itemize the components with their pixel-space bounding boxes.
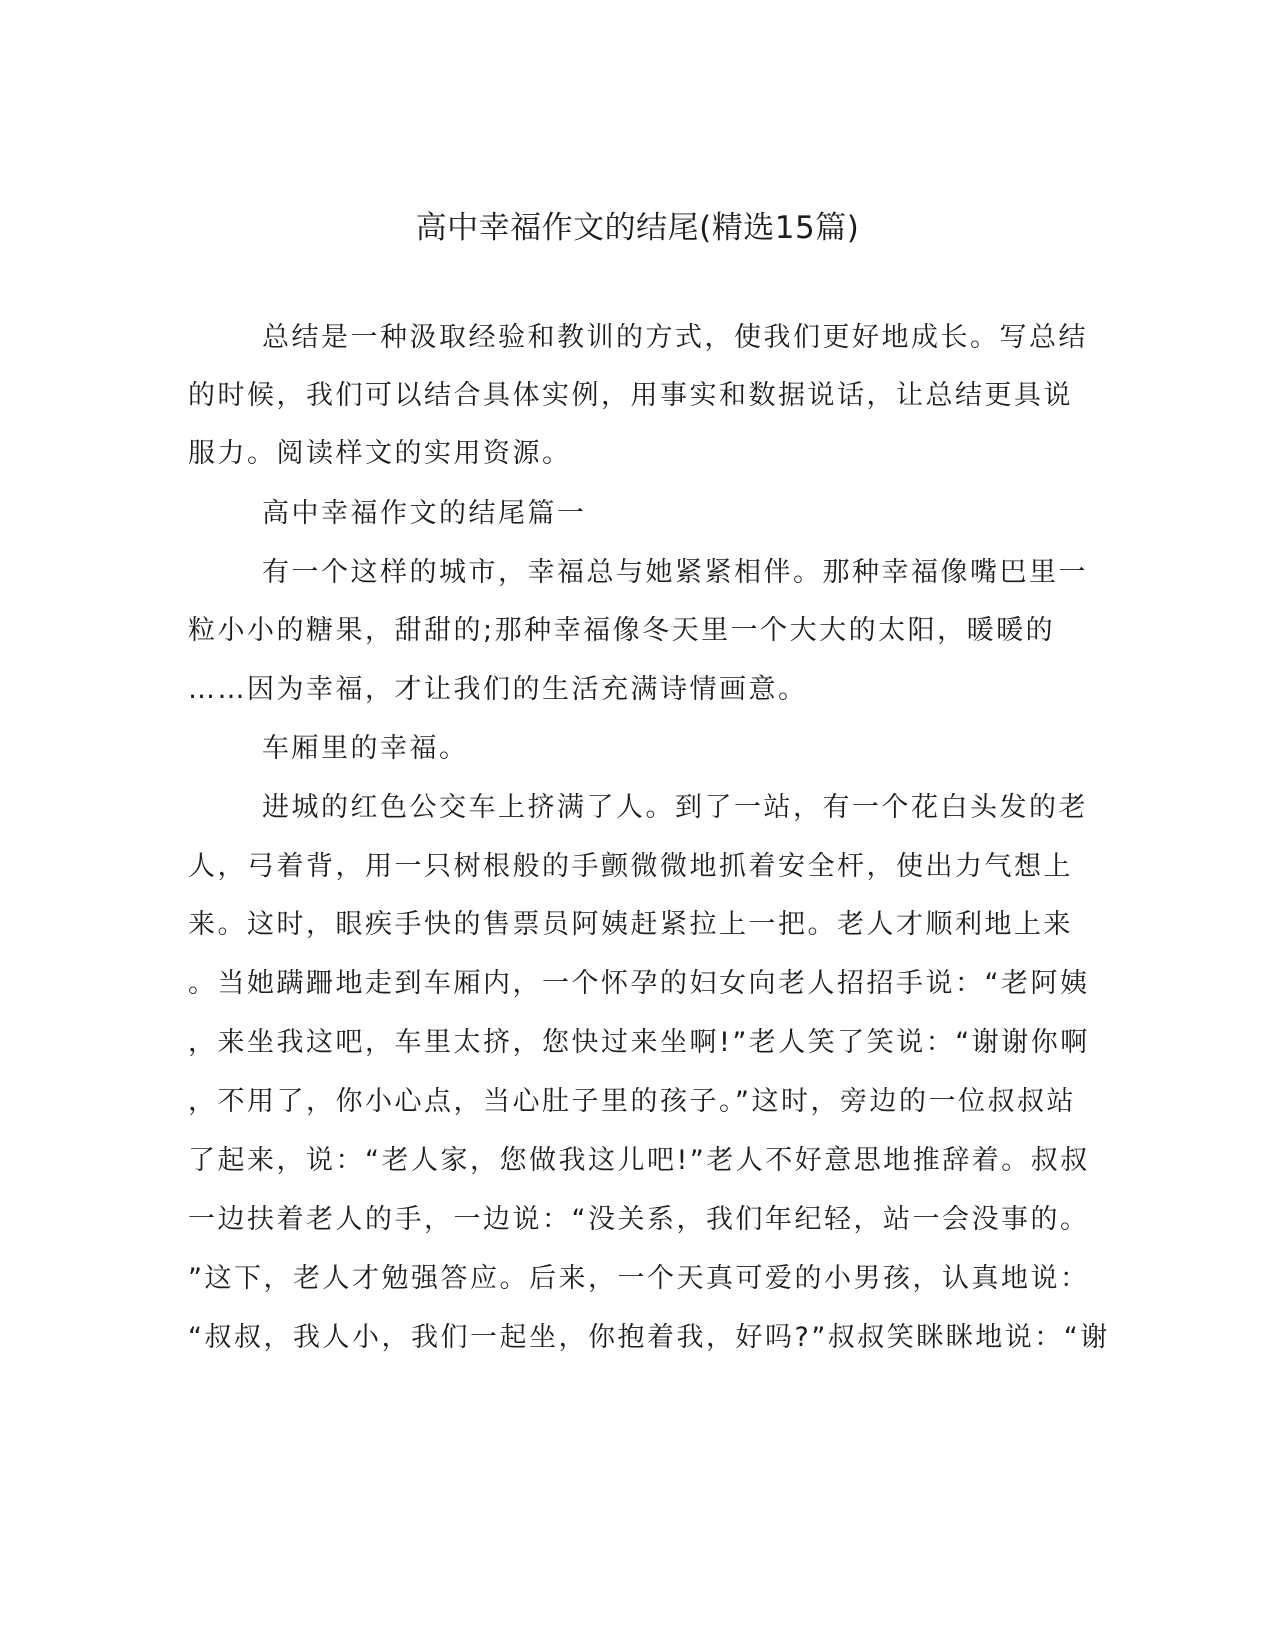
paragraph-line: 人，弓着背，用一只树根般的手颤微微地抓着安全杆，使出力气想上 <box>188 851 1073 882</box>
paragraph-line: 有一个这样的城市，幸福总与她紧紧相伴。那种幸福像嘴巴里一 <box>262 557 1088 588</box>
paragraph-line: 了起来，说：“老人家，您做我这儿吧!”老人不好意思地推辞着。叔叔 <box>188 1145 1090 1176</box>
paragraph-line: 粒小小的糖果，甜甜的;那种幸福像冬天里一个大大的太阳，暖暖的 <box>188 615 1056 646</box>
paragraph-line: 进城的红色公交车上挤满了人。到了一站，有一个花白头发的老 <box>262 792 1088 823</box>
paragraph-line: “叔叔，我人小，我们一起坐，你抱着我，好吗?”叔叔笑眯眯地说：“谢 <box>188 1322 1110 1353</box>
paragraph-line: 一边扶着老人的手，一边说：“没关系，我们年纪轻，站一会没事的。 <box>188 1204 1090 1235</box>
paragraph-line: 服力。阅读样文的实用资源。 <box>188 438 572 469</box>
document-title: 高中幸福作文的结尾(精选15篇) <box>415 210 860 246</box>
paragraph-line: 。当她蹒跚地走到车厢内，一个怀孕的妇女向老人招招手说：“老阿姨 <box>188 968 1090 999</box>
paragraph-line: ，来坐我这吧，车里太挤，您快过来坐啊!”老人笑了笑说：“谢谢你啊 <box>188 1027 1090 1058</box>
paragraph-line: 来。这时，眼疾手快的售票员阿姨赶紧拉上一把。老人才顺利地上来 <box>188 909 1073 940</box>
paragraph-line: ”这下，老人才勉强答应。后来，一个天真可爱的小男孩，认真地说： <box>188 1263 1090 1294</box>
section-heading: 高中幸福作文的结尾篇一 <box>262 498 587 529</box>
paragraph-line: ，不用了，你小心点，当心肚子里的孩子。”这时，旁边的一位叔叔站 <box>188 1086 1076 1117</box>
paragraph-line: 的时候，我们可以结合具体实例，用事实和数据说话，让总结更具说 <box>188 380 1073 411</box>
paragraph-line: 车厢里的幸福。 <box>262 733 469 764</box>
paragraph-line: ……因为幸福，才让我们的生活充满诗情画意。 <box>188 674 808 705</box>
paragraph-line: 总结是一种汲取经验和教训的方式，使我们更好地成长。写总结 <box>262 322 1088 353</box>
